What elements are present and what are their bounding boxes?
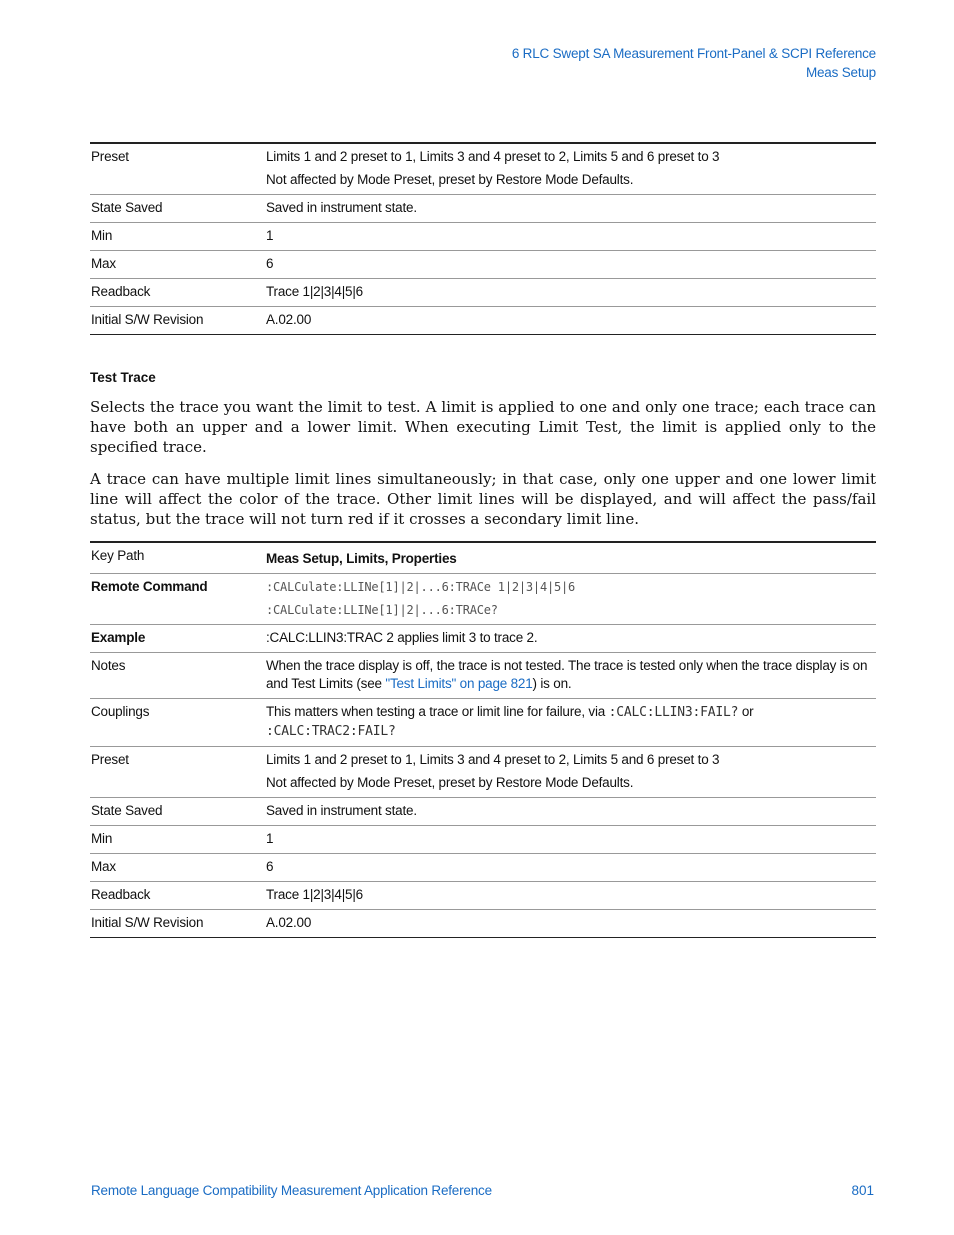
table-row [90, 307, 876, 335]
row-value [265, 699, 876, 747]
table-row [90, 747, 876, 798]
table-row [90, 195, 876, 223]
row-value: 1 [265, 826, 876, 854]
table-row [90, 143, 876, 195]
row-value: 1 [265, 223, 876, 251]
remote-command-set: :CALCulate:LLINe[1]|2|...6:TRACe 1|2|3|4|5|6 [266, 580, 576, 594]
row-label: Min [90, 826, 265, 854]
spec-table-previous [90, 142, 876, 335]
row-label: Key Path [90, 542, 265, 574]
table-row [90, 223, 876, 251]
row-label: Min [90, 223, 265, 251]
row-value: Saved in instrument state. [265, 195, 876, 223]
row-label: State Saved [90, 195, 265, 223]
couplings-text-or: or [738, 704, 754, 719]
row-value: Trace 1|2|3|4|5|6 [265, 882, 876, 910]
couplings-code-llin: :CALC:LLIN3:FAIL? [608, 705, 739, 720]
test-limits-link[interactable]: "Test Limits" on page 821 [385, 676, 533, 691]
preset-line1: Limits 1 and 2 preset to 1, Limits 3 and 4 preset to 2, Limits 5 and 6 preset to 3 [266, 752, 720, 767]
row-value: Saved in instrument state. [265, 798, 876, 826]
row-label: Initial S/W Revision [90, 910, 265, 938]
table-row [90, 279, 876, 307]
notes-text-end: ) is on. [532, 676, 572, 691]
row-label: Preset [90, 747, 265, 798]
spec-table-test-trace [90, 541, 876, 938]
row-label: Readback [90, 882, 265, 910]
remote-command-query: :CALCulate:LLINe[1]|2|...6:TRACe? [266, 603, 498, 617]
row-label: Readback [90, 279, 265, 307]
table-row [90, 854, 876, 882]
row-label: Preset [90, 143, 265, 195]
row-label: Example [90, 625, 265, 653]
header-section: Meas Setup [805, 65, 876, 80]
table-row [90, 542, 876, 574]
row-label: Notes [90, 653, 265, 699]
preset-line1: Limits 1 and 2 preset to 1, Limits 3 and 4 preset to 2, Limits 5 and 6 preset to 3 [266, 149, 720, 164]
row-value: A.02.00 [265, 307, 876, 335]
table-row [90, 699, 876, 747]
row-value: A.02.00 [265, 910, 876, 938]
preset-line2: Not affected by Mode Preset, preset by Restore Mode Defaults. [266, 775, 634, 790]
section-title: Test Trace [90, 370, 156, 385]
table-row [90, 826, 876, 854]
row-value: 6 [265, 854, 876, 882]
row-label: Max [90, 251, 265, 279]
row-value [265, 747, 876, 798]
table-row [90, 882, 876, 910]
table-row [90, 251, 876, 279]
row-value [265, 653, 876, 699]
row-value: 6 [265, 251, 876, 279]
couplings-text: This matters when testing a trace or limit line for failure, via [266, 704, 609, 719]
row-label: Couplings [90, 699, 265, 747]
table-row [90, 910, 876, 938]
table-row [90, 625, 876, 653]
row-value: Trace 1|2|3|4|5|6 [265, 279, 876, 307]
row-label: Remote Command [90, 574, 265, 625]
page-number: 801 [851, 1183, 874, 1198]
table-row [90, 574, 876, 625]
paragraph-1: Selects the trace you want the limit to test. A limit is applied to one and only one trace; each trace can have both an upper and a lower limit. When executing Limit Test, the limit is applied only to the specified trace. [90, 398, 876, 456]
table-row [90, 798, 876, 826]
row-label: Initial S/W Revision [90, 307, 265, 335]
key-path-value: Meas Setup, Limits, Properties [265, 542, 876, 574]
page-header [512, 44, 876, 82]
row-value [265, 574, 876, 625]
paragraph-2: A trace can have multiple limit lines simultaneously; in that case, only one upper and one lower limit line will affect the color of the trace. Other limit lines will be displayed, and will affect the pass/fail status, but the trace will not turn red if it crosses a secondary limit line. [90, 470, 876, 528]
header-chapter: 6 RLC Swept SA Measurement Front-Panel & SCPI Reference [511, 46, 876, 61]
table-row [90, 653, 876, 699]
preset-line2: Not affected by Mode Preset, preset by Restore Mode Defaults. [266, 172, 634, 187]
row-label: State Saved [90, 798, 265, 826]
notes-text: When the trace display is off, the trace is not tested. The trace is tested only when the trace display is on and Test Limits (see [266, 658, 868, 691]
row-value [265, 143, 876, 195]
couplings-code-trac: :CALC:TRAC2:FAIL? [266, 724, 396, 739]
row-value: :CALC:LLIN3:TRAC 2 applies limit 3 to trace 2. [265, 625, 876, 653]
row-label: Max [90, 854, 265, 882]
footer-title: Remote Language Compatibility Measurement Application Reference [91, 1183, 492, 1198]
